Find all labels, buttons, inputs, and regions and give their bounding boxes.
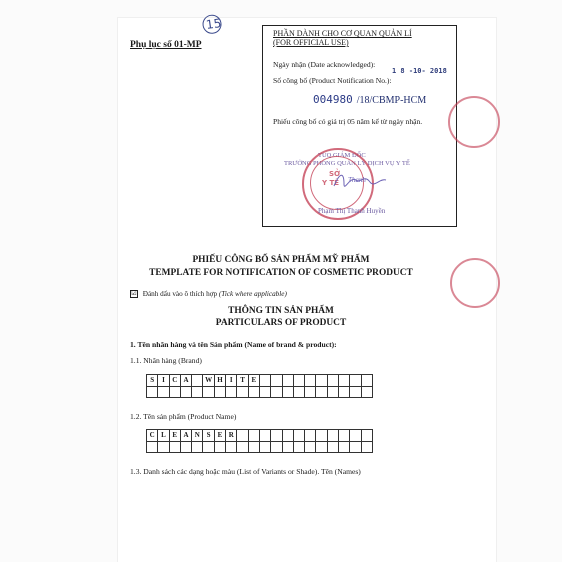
- edge-seal-stamp-top: [448, 96, 500, 148]
- appendix-label: Phụ lục số 01-MP: [130, 40, 202, 50]
- edge-seal-stamp-middle: [450, 258, 500, 308]
- received-date: 1 8 -10- 2018: [392, 67, 447, 75]
- letter-cell: [147, 442, 158, 454]
- letter-cell: I: [226, 375, 237, 387]
- letter-cell: E: [249, 375, 260, 387]
- letter-cell: [260, 387, 271, 399]
- letter-cell: [339, 387, 350, 399]
- letter-cell: [316, 387, 327, 399]
- letter-cell: [271, 387, 282, 399]
- letter-cell: [305, 375, 316, 387]
- letter-cell: [203, 387, 214, 399]
- letter-cell: [328, 375, 339, 387]
- letter-cell: [362, 387, 373, 399]
- section-title-en: PARTICULARS OF PRODUCT: [215, 318, 347, 328]
- validity-note: Phiếu công bố có giá trị 05 năm kể từ ngày nhận.: [273, 117, 423, 126]
- product-name-letter-grid: [146, 429, 373, 453]
- letter-cell: [305, 442, 316, 454]
- letter-cell: [339, 375, 350, 387]
- letter-cell: [192, 375, 203, 387]
- notification-number: [313, 90, 426, 108]
- official-heading-en: (FOR OFFICIAL USE): [273, 38, 349, 47]
- question-1-label: 1. Tên nhãn hàng và tên Sản phẩm (Name of brand & product):: [130, 340, 337, 349]
- letter-cell: [170, 442, 181, 454]
- letter-cell: [158, 442, 169, 454]
- letter-cell: [350, 375, 361, 387]
- letter-cell: W: [203, 375, 214, 387]
- brand-label: 1.1. Nhãn hàng (Brand): [130, 356, 202, 365]
- letter-cell: [158, 387, 169, 399]
- letter-cell: R: [226, 430, 237, 442]
- letter-cell: [362, 430, 373, 442]
- letter-cell: [305, 387, 316, 399]
- letter-cell: [147, 387, 158, 399]
- notification-number-label: Số công bố (Product Notification No.):: [273, 76, 392, 85]
- stamp-text-1: SỞ: [329, 170, 341, 178]
- letter-cell: [350, 442, 361, 454]
- letter-cell: [316, 430, 327, 442]
- letter-cell: [362, 442, 373, 454]
- letter-cell: [328, 430, 339, 442]
- tick-instruction-vi: Đánh dấu vào ô thích hợp: [142, 290, 218, 298]
- document-title-vi: PHIẾU CÔNG BỐ SẢN PHẨM MỸ PHẨM: [192, 255, 370, 265]
- letter-cell: [249, 442, 260, 454]
- sign-line-1: TUQ.GIÁM ĐỐC: [318, 152, 366, 159]
- letter-cell: [260, 442, 271, 454]
- letter-cell: [283, 430, 294, 442]
- letter-cell: E: [170, 430, 181, 442]
- letter-cell: [192, 442, 203, 454]
- variants-label: 1.3. Danh sách các dạng hoặc màu (List of Variants or Shade). Tên (Names): [130, 467, 361, 476]
- letter-cell: H: [215, 375, 226, 387]
- letter-cell: [294, 387, 305, 399]
- letter-cell: [226, 442, 237, 454]
- document-title-en: TEMPLATE FOR NOTIFICATION OF COSMETIC PRODUCT: [149, 268, 413, 278]
- letter-cell: C: [147, 430, 158, 442]
- letter-cell: [215, 387, 226, 399]
- checkbox-icon: ☑: [131, 291, 137, 298]
- stamp-text-2: Y TẾ: [322, 179, 340, 187]
- letter-cell: [181, 442, 192, 454]
- product-name-label: 1.2. Tên sản phẩm (Product Name): [130, 412, 237, 421]
- official-heading-vi: PHẦN DÀNH CHO CƠ QUAN QUẢN LÍ: [273, 29, 412, 38]
- letter-cell: [192, 387, 203, 399]
- letter-cell: [170, 387, 181, 399]
- letter-cell: N: [192, 430, 203, 442]
- letter-cell: [294, 430, 305, 442]
- sign-line-2: TRƯỞNG PHÒNG QUẢN LÝ DỊCH VỤ Y TẾ: [284, 160, 410, 167]
- letter-cell: A: [181, 375, 192, 387]
- letter-cell: [249, 430, 260, 442]
- letter-cell: [350, 387, 361, 399]
- section-title-vi: THÔNG TIN SẢN PHẨM: [228, 306, 334, 316]
- notification-number-suffix: /18/CBMP-HCM: [356, 95, 427, 106]
- letter-cell: [328, 387, 339, 399]
- letter-cell: [339, 442, 350, 454]
- letter-cell: E: [215, 430, 226, 442]
- letter-cell: [316, 442, 327, 454]
- letter-cell: [271, 375, 282, 387]
- letter-cell: [181, 387, 192, 399]
- letter-cell: [271, 442, 282, 454]
- letter-cell: T: [237, 375, 248, 387]
- signer-name: Phạm Thị Thanh Huyền: [318, 207, 386, 215]
- letter-cell: [339, 430, 350, 442]
- letter-cell: [226, 387, 237, 399]
- letter-cell: [203, 442, 214, 454]
- letter-cell: [260, 375, 271, 387]
- handwritten-number: [205, 16, 222, 32]
- tick-instruction: [130, 290, 287, 298]
- tick-instruction-en: (Tick where applicable): [218, 290, 287, 298]
- letter-cell: [328, 442, 339, 454]
- circle-mark-icon: [200, 12, 225, 37]
- letter-cell: C: [170, 375, 181, 387]
- letter-cell: [237, 442, 248, 454]
- letter-cell: [294, 442, 305, 454]
- letter-cell: [350, 430, 361, 442]
- letter-cell: S: [147, 375, 158, 387]
- received-label: Ngày nhận (Date acknowledged):: [273, 60, 376, 69]
- letter-cell: [283, 442, 294, 454]
- notification-number-value: 004980: [313, 93, 353, 106]
- brand-letter-grid: [146, 374, 373, 398]
- letter-cell: [237, 430, 248, 442]
- letter-cell: I: [158, 375, 169, 387]
- letter-cell: S: [203, 430, 214, 442]
- signature-text: Thanh: [348, 176, 366, 184]
- letter-cell: [283, 387, 294, 399]
- letter-cell: [249, 387, 260, 399]
- letter-cell: [316, 375, 327, 387]
- letter-cell: [237, 387, 248, 399]
- letter-cell: [294, 375, 305, 387]
- letter-cell: [271, 430, 282, 442]
- letter-cell: [215, 442, 226, 454]
- letter-cell: A: [181, 430, 192, 442]
- letter-cell: L: [158, 430, 169, 442]
- letter-cell: [260, 430, 271, 442]
- letter-cell: [362, 375, 373, 387]
- handwritten-number-text: 15: [205, 16, 223, 32]
- letter-cell: [305, 430, 316, 442]
- letter-cell: [283, 375, 294, 387]
